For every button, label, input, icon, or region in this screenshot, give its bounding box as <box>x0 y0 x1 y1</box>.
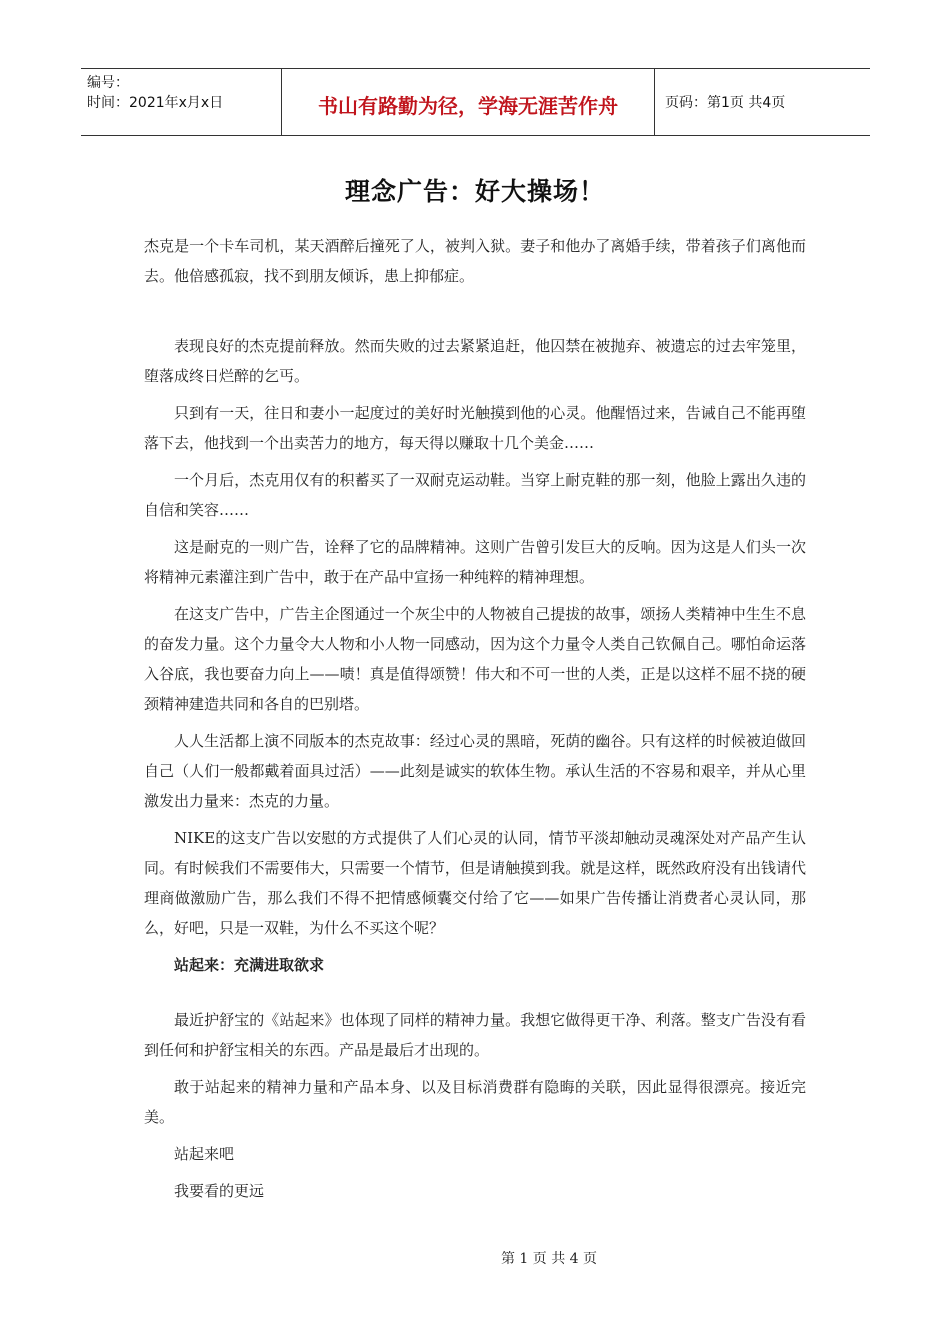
header-page-info: 页码：第1页 共4页 <box>665 95 786 111</box>
page-title: 理念广告：好大操场！ <box>344 177 605 206</box>
article-section-2 <box>144 331 806 980</box>
article-section-3 <box>144 1005 806 1206</box>
paragraph: 只到有一天，往日和妻小一起度过的美好时光触摸到他的心灵。他醒悟过来，告诫自己不能再堕落下去，他找到一个出卖苦力的地方，每天得以赚取十几个美金…… <box>144 404 806 452</box>
paragraph-short: 我要看的更远 <box>174 1182 265 1200</box>
article-section-1 <box>144 231 806 291</box>
header-motto: 书山有路勤为径，学海无涯苦作舟 <box>318 93 618 118</box>
paragraph-intro: 杰克是一个卡车司机，某天酒醉后撞死了人，被判入狱。妻子和他办了离婚手续，带着孩子们离他而去。他倍感孤寂，找不到朋友倾诉，患上抑郁症。 <box>144 237 806 285</box>
header-page-cell <box>655 69 870 135</box>
section-subheading: 站起来：充满进取欲求 <box>174 956 325 974</box>
paragraph: 一个月后，杰克用仅有的积蓄买了一双耐克运动鞋。当穿上耐克鞋的那一刻，他脸上露出久违的自信和笑容…… <box>144 471 806 519</box>
paragraph: 在这支广告中，广告主企图通过一个灰尘中的人物被自己提拔的故事，颂扬人类精神中生生不息的奋发力量。这个力量令大人物和小人物一同感动，因为这个力量令人类自己钦佩自己。哪怕命运落入谷底，我也要奋力向上——啧！真是值得颂赞！伟大和不可一世的人类，正是以这样不屈不挠的硬颈精神建造共同和各自的巴别塔。 <box>144 605 806 713</box>
paragraph: 敢于站起来的精神力量和产品本身、以及目标消费群有隐晦的关联，因此显得很漂亮。接近完美。 <box>144 1078 806 1126</box>
document-date: 时间：2021年x月x日 <box>87 95 224 111</box>
paragraph-short: 站起来吧 <box>174 1145 235 1163</box>
page-footer: 第 1 页 共 4 页 <box>500 1251 598 1267</box>
header-motto-cell <box>282 69 655 135</box>
document-header-table <box>81 68 870 136</box>
paragraph: 最近护舒宝的《站起来》也体现了同样的精神力量。我想它做得更干净、利落。整支广告没有看到任何和护舒宝相关的东西。产品是最后才出现的。 <box>144 1011 806 1059</box>
paragraph-nike: NIKE的这支广告以安慰的方式提供了人们心灵的认同，情节平淡却触动灵魂深处对产品产生认同。有时候我们不需要伟大，只需要一个情节，但是请触摸到我。就是这样，既然政府没有出钱请代理商做激励广告，那么我们不得不把情感倾囊交付给了它——如果广告传播让消费者心灵认同，那么，好吧，只是一双鞋，为什么不买这个呢？ <box>144 829 806 937</box>
paragraph: 人人生活都上演不同版本的杰克故事：经过心灵的黑暗，死荫的幽谷。只有这样的时候被迫做回自己（人们一般都戴着面具过活）——此刻是诚实的软体生物。承认生活的不容易和艰辛，并从心里激发出力量来：杰克的力量。 <box>144 732 806 810</box>
paragraph: 表现良好的杰克提前释放。然而失败的过去紧紧追赶，他囚禁在被抛弃、被遗忘的过去牢笼里，堕落成终日烂醉的乞丐。 <box>144 337 806 385</box>
header-meta-cell <box>81 69 282 135</box>
document-number-label: 编号： <box>87 75 129 91</box>
paragraph: 这是耐克的一则广告，诠释了它的品牌精神。这则广告曾引发巨大的反响。因为这是人们头一次将精神元素灌注到广告中，敢于在产品中宣扬一种纯粹的精神理想。 <box>144 538 806 586</box>
